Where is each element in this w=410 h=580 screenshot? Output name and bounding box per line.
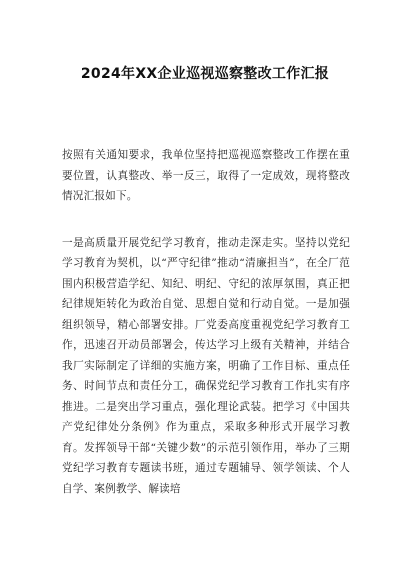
body-paragraph: 一是高质量开展党纪学习教育，推动走深走实。坚持以党纪学习教育为契机，以“严守纪律”推动“清廉担当”，在全厂范围内积极营造学纪、知纪、明纪、守纪的浓厚氛围，真正把纪律规矩转化为政治自觉、思想自觉和行动自觉。一是加强组织领导，精心部署安排。厂党委高度重视党纪学习教育工作，迅速召开动员部署会，传达学习上级有关精神，并结合我厂实际制定了详细的实施方案，明确了工作目标、重点任务、时间节点和责任分工，确保党纪学习教育工作扎实有序推进。二是突出学习重点，强化理论武装。把学习《中国共产党纪律处分条例》作为重点，采取多种形式开展学习教育。发挥领导干部“关键少数”的示范引领作用，举办了三期党纪学习教育专题读书班，通过专题辅导、领学领读、个人自学、案例教学、解读培	[62, 236, 350, 495]
document-body	[62, 145, 350, 499]
intro-paragraph: 按照有关通知要求，我单位坚持把巡视巡察整改工作摆在重要位置，认真整改、举一反三，取得了一定成效，现将整改情况汇报如下。	[62, 149, 350, 202]
document-title: 2024年XX企业巡视巡察整改工作汇报	[80, 66, 330, 82]
